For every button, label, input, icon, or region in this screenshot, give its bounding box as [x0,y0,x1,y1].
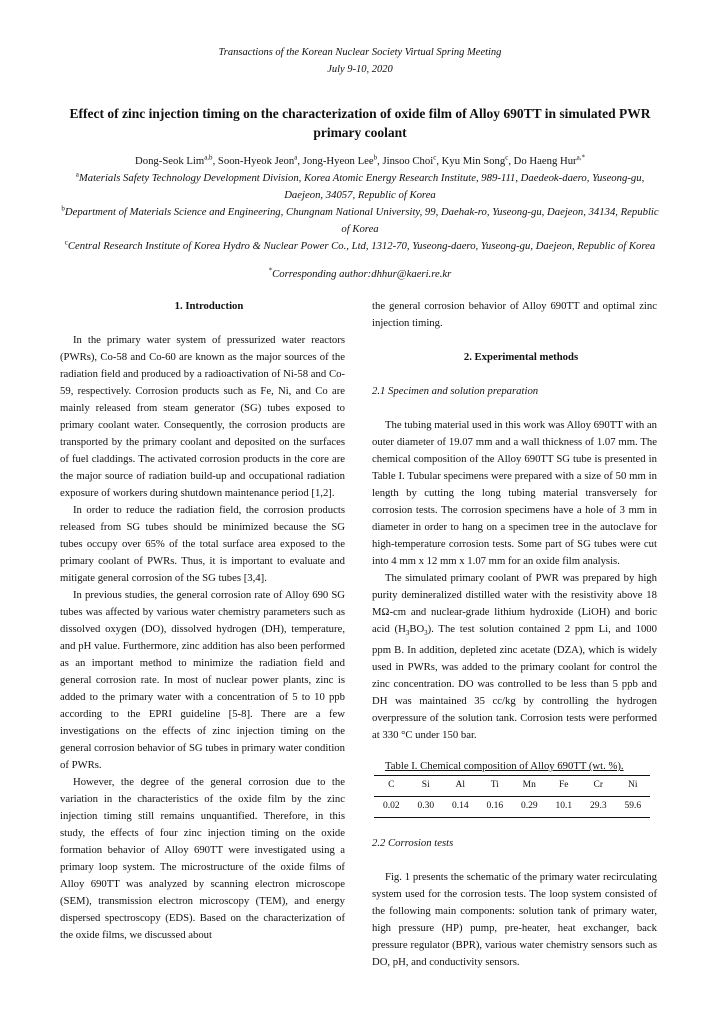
affiliation-c: $^c$Central Research Institute of Korea Hydro & Nuclear Power Co., Ltd, 1312-70, Yuseong-daero, Yuseong-gu, Daejeon, Republic of Korea [64,238,656,252]
subsection-2-2-heading: 2.2 Corrosion tests [372,837,454,850]
right-column [372,298,657,971]
table-header-cell: Cr [593,780,603,791]
paper-title: Effect of zinc injection timing on the characterization of oxide film of Alloy 690TT in simulated PWR primary coolant [69,106,651,140]
conference-header [0,44,720,78]
author: Do Haeng Hur$^{a,*}$ [513,153,585,167]
table-header-row [374,776,650,797]
table-cell: 59.6 [624,801,642,812]
methods-paragraph-2: The simulated primary coolant of PWR was prepared by high purity demineralized distilled water with the resistivity above 18 MΩ-cm and nuclear-grade lithium hydroxide (LiOH) and boric acid $(H_3BO_3)$. The test solution contained 2 ppm Li, and 1000 ppm B. In addition, depleted zinc acetate (DZA), which is widely used in PWRs, was added to the primary coolant for control the zinc concentration. DO was controlled to be less than 5 ppb and DH was maintained 35 cc/kg by controlling the hydrogen overpressure of the solution tank. Corrosion tests were performed at 330 °C under 150 bar. [372,572,657,742]
conference-name: Transactions of the Korean Nuclear Society Virtual Spring Meeting [218,47,502,58]
author: Jinsoo Choi$^c$, [382,153,442,167]
methods-paragraph-1: The tubing material used in this work was Alloy 690TT with an outer diameter of 19.07 mm and a wall thickness of 1.07 mm. The chemical composition of the Alloy 690TT SG tube is presented in Table I. Tubular specimens were prepared with a size of 50 mm in length by cutting the long tubing material transversely for corrosion tests. The corrosion specimens have a hole of 3 mm in diameter in order to hang on a specimen tree in the autoclave for high-temperature corrosion tests. Some part of SG tubes were cut into 4 mm x 12 mm x 1.07 mm for an oxide film analysis. [372,419,657,567]
table-cell: 10.1 [555,801,573,812]
table-header-cell: Ni [628,780,638,791]
table-cell: 0.16 [486,801,504,812]
intro-paragraph-3: In previous studies, the general corrosion rate of Alloy 690 SG tubes was affected by various water chemistry parameters such as dissolved oxygen (DO), dissolved hydrogen (DH), temperature, and pH value. Furthermore, zinc addition has also been performed as an important method to minimize the radiation field and general corrosion rate. In most of nuclear power plants, zinc is added to the primary water with a concentration of 5 to 10 ppb according to the EPRI guideline [5-8]. There are a few investigations on the effects of zinc injection timing on the general corrosion behavior of SG tubes in primary water condition of PWRs. [60,589,345,771]
table-cell: 0.30 [417,801,435,812]
intro-paragraph-4: However, the degree of the general corrosion due to the variation in the characteristics of the oxide film by the zinc injection timing still remains unquantified. Therefore, in this study, the effects of four zinc injection timing on the oxide formation behavior of Alloy 690TT were investigated using a primary loop system. The microstructure of the oxide films of Alloy 690TT was analyzed by scanning electron microscope (SEM), transmission electron microscopy (TEM), and energy dispersed spectroscopy (EDS). Based on the characterization of the oxide films, we discussed about [60,776,345,941]
table-header-cell: C [388,780,395,791]
author: Dong-Seok Lim$^{a,b}$, [135,153,218,167]
introduction-heading: 1. Introduction [174,300,244,312]
table-caption: Table I. Chemical composition of Alloy 690TT (wt. %). [385,760,624,773]
table-header-cell: Ti [490,780,499,791]
left-column [60,298,345,944]
table-cell: 29.3 [589,801,607,812]
author-list [40,153,680,170]
methods-heading: 2. Experimental methods [463,351,579,363]
subsection-2-1-heading: 2.1 Specimen and solution preparation [372,385,539,397]
author: Jong-Hyeon Lee$^b$, [302,153,383,167]
affiliation-a: $^a$Materials Safety Technology Development Division, Korea Atomic Energy Research Institute, 989-111, Daedeok-daero, Yuseong-gu, Daejeon, 34057, Republic of Korea [75,170,645,201]
author: Soon-Hyeok Jeon$^a$, [217,153,303,167]
table-cell: 0.02 [382,801,400,812]
intro-paragraph-4-continued: the general corrosion behavior of Alloy 690TT and optimal zinc injection timing. [372,300,657,329]
corresponding-author: *Corresponding author:dhhur@kaeri.re.kr [268,266,452,280]
composition-table [374,775,650,818]
conference-date: July 9-10, 2020 [327,64,393,75]
affiliation-b: $^b$Department of Materials Science and Engineering, Chungnam National University, 99, Daehak-ro, Yuseong-gu, Daejeon, 34134, Republic of Korea [61,204,659,235]
table-cell: 0.14 [451,801,469,812]
table-header-cell: Si [421,780,430,791]
table-header-cell: Fe [559,780,569,791]
intro-paragraph-2: In order to reduce the radiation field, the corrosion products released from SG tubes should be minimized because the SG tubes occupy over 65% of the total surface area exposed to the primary coolant of PWRs. Thus, it is important to evaluate and mitigate general corrosion of the SG tubes [3,4]. [60,504,345,584]
intro-paragraph-1: In the primary water system of pressurized water reactors (PWRs), Co-58 and Co-60 are known as the major sources of the radiation field and produced by a radioactivation of Ni-58 and Co-59, respectively. Corrosion products such as Fe, Ni, and Co are mainly released from steam generator (SG) tubes exposed to primary coolant water. Consequently, the corrosion products are transported by the primary coolant and deposited on the surfaces of fuel claddings. The activated corrosion products in the core are the major source of radiation build-up and occupational radiation exposure of workers during shutdown maintenance period [1,2]. [60,334,345,499]
author: Kyu Min Song$^c$, [441,153,514,167]
methods-paragraph-3: Fig. 1 presents the schematic of the primary water recirculating system used for the corrosion tests. The loop system consisted of the following main components: solution tank of primary water, high pressure (HP) pump, pre-heater, heat exchanger, back pressure regulator (BPR), various water chemistry sensors such as DO, pH, and conductivity sensors. [372,871,657,969]
table-row [374,797,650,818]
table-cell: 0.29 [520,801,538,812]
table-header-cell: Mn [522,780,536,791]
table-header-cell: Al [455,780,465,791]
